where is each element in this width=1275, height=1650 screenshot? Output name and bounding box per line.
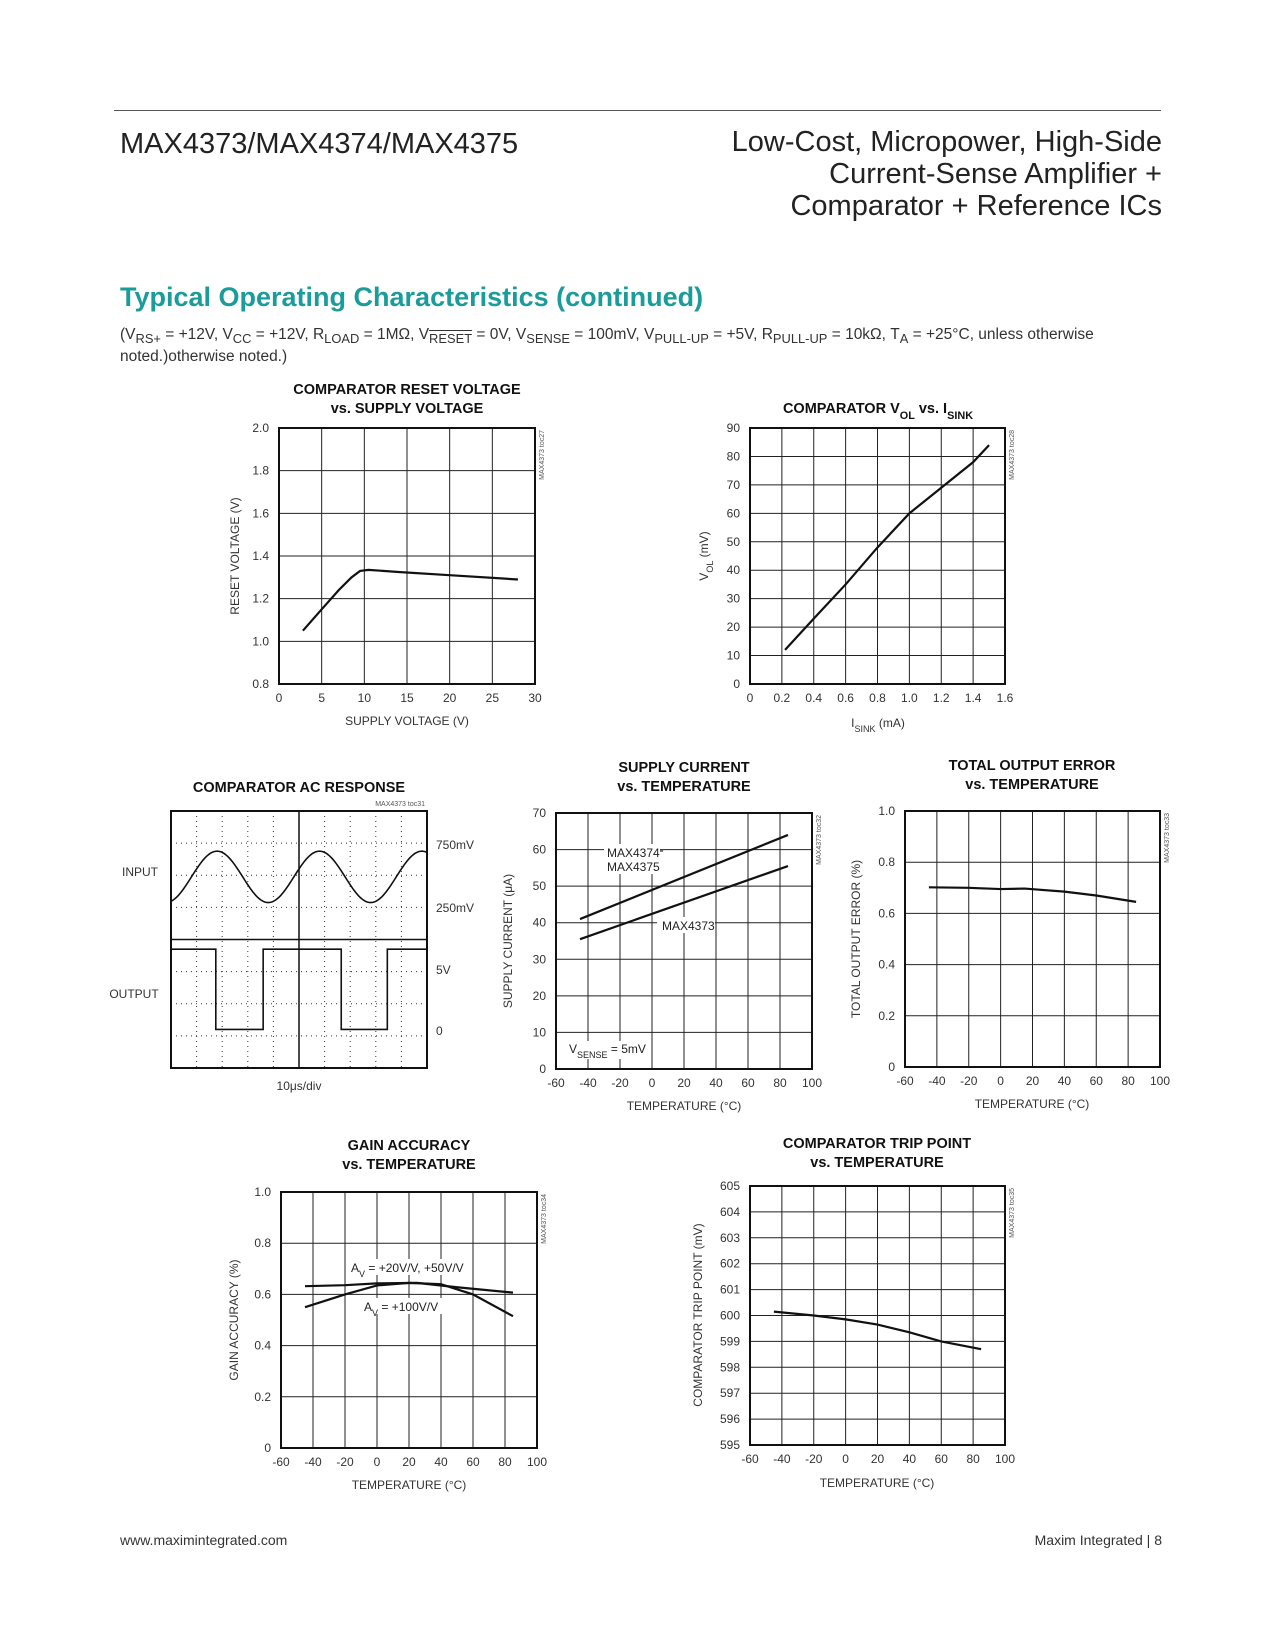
- timebase-label: 10μs/div: [276, 1079, 322, 1093]
- series-label-max4373: MAX4373: [662, 919, 715, 933]
- x-tick-label: 40: [709, 1076, 723, 1090]
- y-tick-label: 60: [726, 506, 740, 521]
- y-tick-label: 1.2: [252, 591, 269, 606]
- x-tick-label: 0: [275, 691, 283, 705]
- y-tick-label: 600: [719, 1308, 740, 1323]
- chart-ac_response: [109, 780, 474, 1093]
- y-tick-label: 0: [733, 677, 740, 691]
- y-tick-label: 1.0: [252, 634, 269, 649]
- y-tick-label: 597: [719, 1386, 740, 1401]
- chart-title: vs. TEMPERATURE: [617, 779, 751, 795]
- y-tick-label: 90: [726, 421, 740, 435]
- x-tick-label: 100: [801, 1076, 823, 1090]
- x-tick-label: 0: [648, 1076, 656, 1090]
- y-tick-label: 605: [719, 1179, 740, 1193]
- x-tick-label: 80: [498, 1455, 512, 1469]
- y-tick-label: 595: [719, 1438, 740, 1452]
- y-tick-label: 0.6: [254, 1287, 271, 1302]
- chart-title: vs. TEMPERATURE: [810, 1155, 944, 1171]
- output-label: OUTPUT: [109, 987, 159, 1001]
- x-tick-label: 60: [466, 1455, 480, 1469]
- x-tick-label: 0: [373, 1455, 381, 1469]
- x-tick-label: 20: [1025, 1074, 1040, 1088]
- section-title: Typical Operating Characteristics (continued): [120, 282, 704, 312]
- series-line: [785, 445, 989, 650]
- y-axis-label: TOTAL OUTPUT ERROR (%): [849, 859, 863, 1019]
- chart-code: MAX4373 toc33: [1164, 813, 1171, 863]
- y-tick-label: 601: [719, 1282, 740, 1297]
- y-tick-label: 50: [532, 879, 546, 894]
- x-tick-label: -40: [773, 1452, 791, 1466]
- y-tick-label: 604: [719, 1204, 740, 1219]
- y-tick-label: 0: [264, 1441, 271, 1455]
- input-label: INPUT: [122, 865, 158, 879]
- y-tick-label: 1.0: [878, 804, 895, 818]
- x-axis-label: TEMPERATURE (°C): [974, 1097, 1090, 1111]
- y-tick-label: 0.2: [254, 1389, 271, 1404]
- y-tick-label: 0: [539, 1062, 546, 1076]
- x-tick-label: -20: [611, 1076, 629, 1090]
- y-tick-label: 596: [719, 1412, 740, 1427]
- footer-website[interactable]: www.maximintegrated.com: [120, 1532, 288, 1548]
- chart-title: vs. TEMPERATURE: [342, 1157, 476, 1173]
- condition-note: $V_{SENSE} = 5mV$: [569, 1042, 646, 1060]
- x-tick-label: 60: [741, 1076, 755, 1090]
- title-line-1: Low-Cost, Micropower, High-Side: [731, 126, 1162, 158]
- chart-title: vs. SUPPLY VOLTAGE: [330, 401, 484, 417]
- chart-code: MAX4373 toc31: [375, 801, 425, 808]
- x-axis-label: SUPPLY VOLTAGE (V): [345, 714, 469, 728]
- x-tick-label: 1.0: [901, 691, 918, 705]
- x-tick-label: -20: [805, 1452, 823, 1466]
- x-tick-label: 0: [842, 1452, 849, 1466]
- chart-title: COMPARATOR AC RESPONSE: [192, 780, 406, 796]
- y-tick-label: 50: [726, 534, 740, 549]
- x-axis-label: TEMPERATURE (°C): [351, 1478, 467, 1492]
- x-tick-label: 60: [1089, 1074, 1103, 1088]
- y-tick-label: 10: [726, 648, 740, 663]
- y-tick-label: 0.6: [878, 906, 895, 921]
- y-tick-label: 60: [532, 842, 546, 857]
- y-tick-label: 0.4: [254, 1338, 271, 1353]
- test-conditions: ($V_{RS+} = +12V$, $V_{CC} = +12V$, $R_{LOAD} = 1M\Omega$, $V_{RESET} = 0V$, $V_{SENSE} = 100mV$, $V_{PULL-UP} = +5V$, $R_{PULL-UP} = 10k\Omega$, $T_A = +25^\circ C$, unless otherwise noted.)otherwise noted.): [120, 326, 1094, 366]
- y-tick-label: 0.2: [878, 1008, 895, 1023]
- chart-title: vs. TEMPERATURE: [965, 777, 1099, 793]
- chart-reset_voltage: [228, 382, 546, 728]
- x-tick-label: 0.4: [805, 691, 823, 705]
- series-label-max4374: MAX4374: [607, 846, 660, 860]
- y-axis-label: GAIN ACCURACY (%): [227, 1259, 241, 1381]
- chart-supply_current: [501, 760, 823, 1113]
- y-tick-label: 602: [719, 1256, 740, 1271]
- x-tick-label: 0.6: [837, 691, 854, 705]
- x-tick-label: 20: [442, 691, 457, 705]
- x-tick-label: 80: [773, 1076, 787, 1090]
- title-line-3: Comparator + Reference ICs: [790, 190, 1162, 222]
- part-numbers: MAX4373/MAX4374/MAX4375: [120, 128, 519, 160]
- x-tick-label: 80: [1121, 1074, 1135, 1088]
- x-tick-label: 100: [1149, 1074, 1171, 1088]
- x-tick-label: 40: [1057, 1074, 1072, 1088]
- y-tick-label: 40: [532, 915, 546, 930]
- chart-title: COMPARATOR $V_{OL}$ vs. $I_{SINK}$: [782, 401, 974, 422]
- series-label-av20: $A_V = +20V/V$, +50V/V: [351, 1261, 464, 1279]
- x-tick-label: -60: [896, 1074, 914, 1088]
- x-tick-label: 0: [997, 1074, 1004, 1088]
- x-tick-label: 1.4: [964, 691, 982, 705]
- y-axis-label: RESET VOLTAGE (V): [228, 497, 242, 615]
- chart-output_error: [849, 758, 1171, 1111]
- x-tick-label: 30: [528, 691, 542, 705]
- y-tick-label: 70: [726, 477, 740, 492]
- x-tick-label: -20: [336, 1455, 354, 1469]
- x-tick-label: 100: [994, 1452, 1016, 1466]
- y-tick-label: 30: [726, 591, 740, 606]
- y-tick-label: 0.8: [254, 1236, 271, 1251]
- chart-title: TOTAL OUTPUT ERROR: [948, 758, 1116, 774]
- y-tick-label: 0.4: [878, 957, 895, 972]
- x-tick-label: -60: [272, 1455, 290, 1469]
- title-line-2: Current-Sense Amplifier +: [829, 158, 1162, 190]
- scale-label: 0: [436, 1024, 443, 1038]
- y-tick-label: 80: [726, 449, 740, 464]
- chart-title: COMPARATOR TRIP POINT: [782, 1136, 972, 1152]
- y-tick-label: 0: [888, 1060, 895, 1074]
- chart-vol_isink: [697, 401, 1016, 734]
- x-tick-label: 0.8: [869, 691, 886, 705]
- y-tick-label: 40: [726, 563, 740, 578]
- y-tick-label: 2.0: [252, 421, 269, 435]
- x-tick-label: 10: [357, 691, 372, 705]
- y-tick-label: 1.0: [254, 1185, 271, 1199]
- y-axis-label: $V_{OL}$ (mV): [697, 531, 715, 581]
- chart-code: MAX4373 toc27: [539, 430, 546, 480]
- y-tick-label: 599: [719, 1334, 740, 1349]
- chart-title: GAIN ACCURACY: [347, 1138, 471, 1154]
- x-tick-label: -20: [960, 1074, 978, 1088]
- series-label-av100: $A_V = +100V/V$: [364, 1300, 439, 1318]
- x-tick-label: 15: [400, 691, 414, 705]
- x-tick-label: 0.2: [773, 691, 791, 705]
- x-tick-label: 1.6: [996, 691, 1014, 705]
- y-tick-label: 603: [719, 1230, 740, 1245]
- x-tick-label: 20: [870, 1452, 885, 1466]
- x-axis-label: TEMPERATURE (°C): [626, 1099, 742, 1113]
- y-tick-label: 0.8: [252, 677, 269, 691]
- scale-label: 5V: [436, 963, 451, 977]
- chart-code: MAX4373 toc32: [816, 815, 823, 865]
- chart-title: SUPPLY CURRENT: [618, 760, 750, 776]
- y-axis-label: SUPPLY CURRENT (μA): [501, 873, 515, 1009]
- series-label-max4375: MAX4375: [607, 860, 660, 874]
- chart-trip_point: [691, 1136, 1016, 1490]
- x-tick-label: 40: [902, 1452, 917, 1466]
- y-tick-label: 20: [726, 620, 740, 635]
- y-tick-label: 1.4: [252, 549, 269, 563]
- x-tick-label: 5: [318, 691, 326, 705]
- x-tick-label: -40: [928, 1074, 946, 1088]
- x-axis-label: $I_{SINK}$ (mA): [851, 716, 905, 734]
- x-tick-label: 25: [485, 691, 500, 705]
- footer-company-page: Maxim Integrated | 8: [1034, 1532, 1162, 1548]
- x-tick-label: -60: [547, 1076, 565, 1090]
- x-tick-label: 80: [966, 1452, 980, 1466]
- y-tick-label: 598: [719, 1360, 740, 1375]
- scale-label: 250mV: [436, 901, 475, 915]
- y-tick-label: 70: [532, 806, 546, 820]
- x-tick-label: -60: [741, 1452, 759, 1466]
- chart-title: COMPARATOR RESET VOLTAGE: [293, 382, 521, 398]
- x-tick-label: 40: [434, 1455, 448, 1469]
- y-tick-label: 0.8: [878, 855, 895, 870]
- chart-code: MAX4373 toc28: [1009, 430, 1016, 480]
- x-tick-label: 20: [677, 1076, 691, 1090]
- y-tick-label: 10: [532, 1025, 546, 1040]
- x-tick-label: 20: [402, 1455, 416, 1469]
- chart-gain_accuracy: [227, 1138, 548, 1492]
- x-tick-label: 100: [526, 1455, 548, 1469]
- x-tick-label: 60: [934, 1452, 948, 1466]
- chart-code: MAX4373 toc34: [541, 1194, 548, 1244]
- y-tick-label: 1.8: [252, 463, 269, 478]
- y-tick-label: 1.6: [252, 506, 269, 521]
- y-axis-label: COMPARATOR TRIP POINT (mV): [691, 1223, 705, 1407]
- y-tick-label: 30: [532, 952, 546, 967]
- series-line: [303, 570, 518, 631]
- x-tick-label: 1.2: [932, 691, 950, 705]
- chart-code: MAX4373 toc35: [1009, 1188, 1016, 1238]
- x-tick-label: 0: [746, 691, 754, 705]
- x-tick-label: -40: [579, 1076, 597, 1090]
- x-axis-label: TEMPERATURE (°C): [819, 1476, 935, 1490]
- y-tick-label: 20: [532, 988, 546, 1003]
- x-tick-label: -40: [304, 1455, 322, 1469]
- scale-label: 750mV: [436, 838, 475, 852]
